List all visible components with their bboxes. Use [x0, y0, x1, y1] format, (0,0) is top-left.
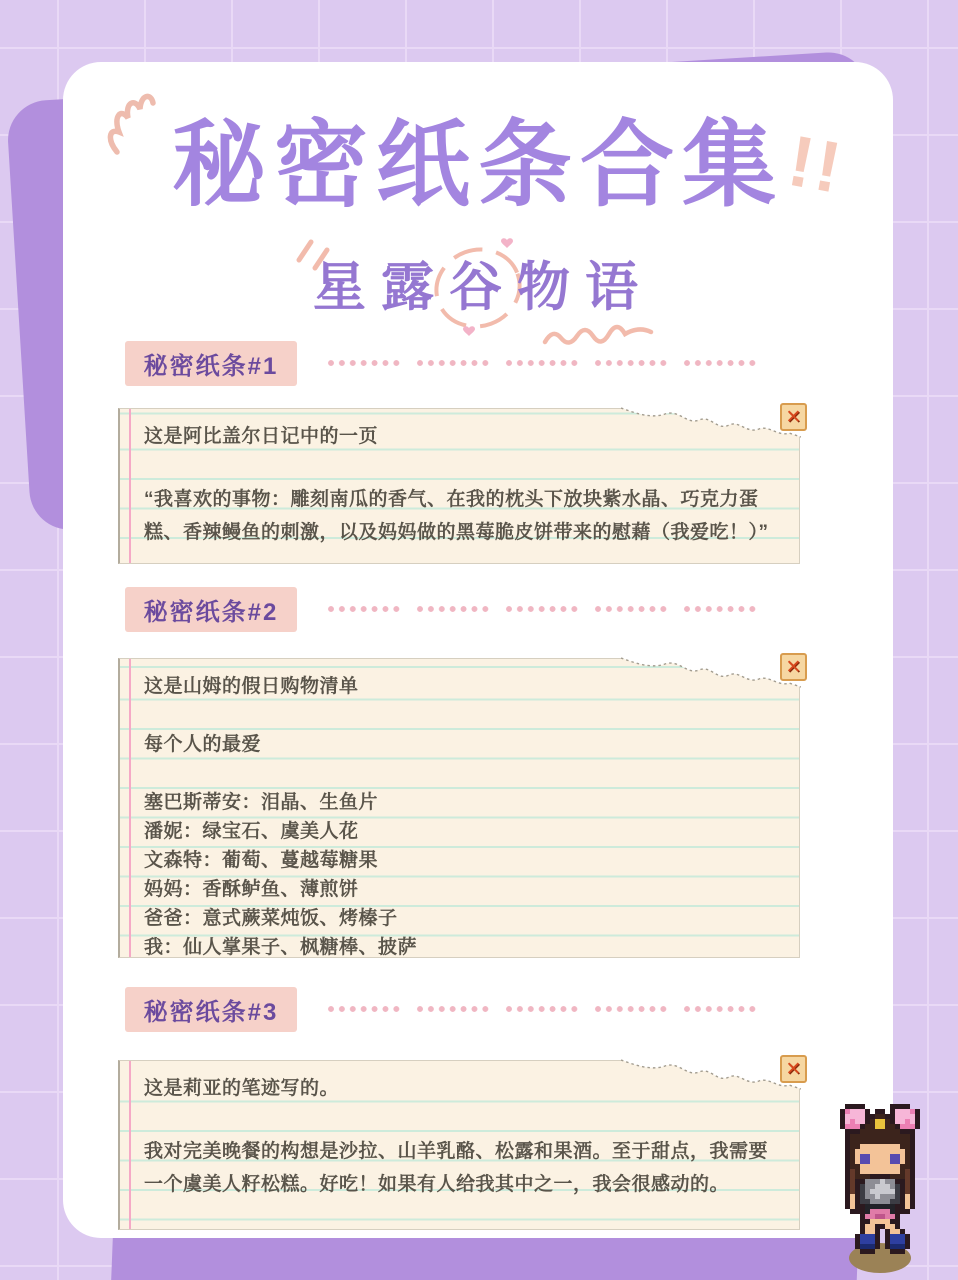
section-badge: 秘密纸条#2 — [125, 587, 297, 632]
dot-group — [505, 359, 581, 367]
dot-group — [683, 605, 759, 613]
dot-group — [683, 1005, 759, 1013]
dot-group — [416, 359, 492, 367]
section-header — [125, 986, 759, 1032]
note-line: 这是山姆的假日购物清单 — [144, 676, 359, 697]
note-line: 这是莉亚的笔迹写的。 — [144, 1078, 340, 1099]
close-button[interactable]: ✕ — [780, 653, 807, 681]
note-line: 我对完美晚餐的构想是沙拉、山羊乳酪、松露和果酒。至于甜点，我需要一个虞美人籽松糕。好吃！如果有人给我其中之一，我会很感动的。 — [144, 1141, 769, 1195]
dot-group — [594, 1005, 670, 1013]
dotted-divider — [327, 605, 759, 613]
dot-group — [505, 605, 581, 613]
character-sprite — [840, 1104, 920, 1276]
dot-group — [416, 1005, 492, 1013]
note-line: 爸爸：意式蕨菜炖饭、烤榛子 — [144, 908, 398, 929]
note-line — [144, 701, 769, 730]
secret-note-card — [118, 658, 800, 958]
poster-card — [63, 62, 893, 1238]
character-sprite-svg — [840, 1104, 920, 1276]
dot-group — [416, 605, 492, 613]
note-line — [144, 1103, 769, 1132]
section-badge: 秘密纸条#3 — [125, 987, 297, 1032]
note-line — [144, 451, 769, 480]
dot-group — [683, 359, 759, 367]
exclamation-decoration: !! — [782, 120, 850, 210]
dotted-divider — [327, 359, 759, 367]
note-line: “我喜欢的事物：雕刻南瓜的香气、在我的枕头下放块紫水晶、巧克力蛋糕、香辣鳗鱼的刺激，以及妈妈做的黑莓脆皮饼带来的慰藉（我爱吃！）” — [144, 489, 769, 543]
note-line: 这是阿比盖尔日记中的一页 — [144, 426, 379, 447]
page-subtitle: 星露谷物语 — [313, 258, 653, 317]
dot-group — [505, 1005, 581, 1013]
section-header — [125, 340, 759, 386]
dot-group — [327, 605, 403, 613]
section-badge: 秘密纸条#1 — [125, 341, 297, 386]
dot-group — [594, 359, 670, 367]
secret-note-card — [118, 408, 800, 564]
note-line: 塞巴斯蒂安：泪晶、生鱼片 — [144, 792, 379, 813]
dot-group — [594, 605, 670, 613]
page-title: 秘密纸条合集 — [171, 112, 784, 217]
note-line: 每个人的最爱 — [144, 734, 262, 755]
dotted-divider — [327, 1005, 759, 1013]
section-header — [125, 586, 759, 632]
note-line: 潘妮：绿宝石、虞美人花 — [144, 821, 359, 842]
close-button[interactable]: ✕ — [780, 1055, 807, 1083]
dot-group — [327, 359, 403, 367]
note-line: 文森特：葡萄、蔓越莓糖果 — [144, 850, 379, 871]
secret-note-card — [118, 1060, 800, 1230]
close-button[interactable]: ✕ — [780, 403, 807, 431]
note-line — [144, 759, 769, 788]
dot-group — [327, 1005, 403, 1013]
note-line: 妈妈：香酥鲈鱼、薄煎饼 — [144, 879, 359, 900]
note-line: 我：仙人掌果子、枫糖棒、披萨 — [144, 937, 418, 958]
